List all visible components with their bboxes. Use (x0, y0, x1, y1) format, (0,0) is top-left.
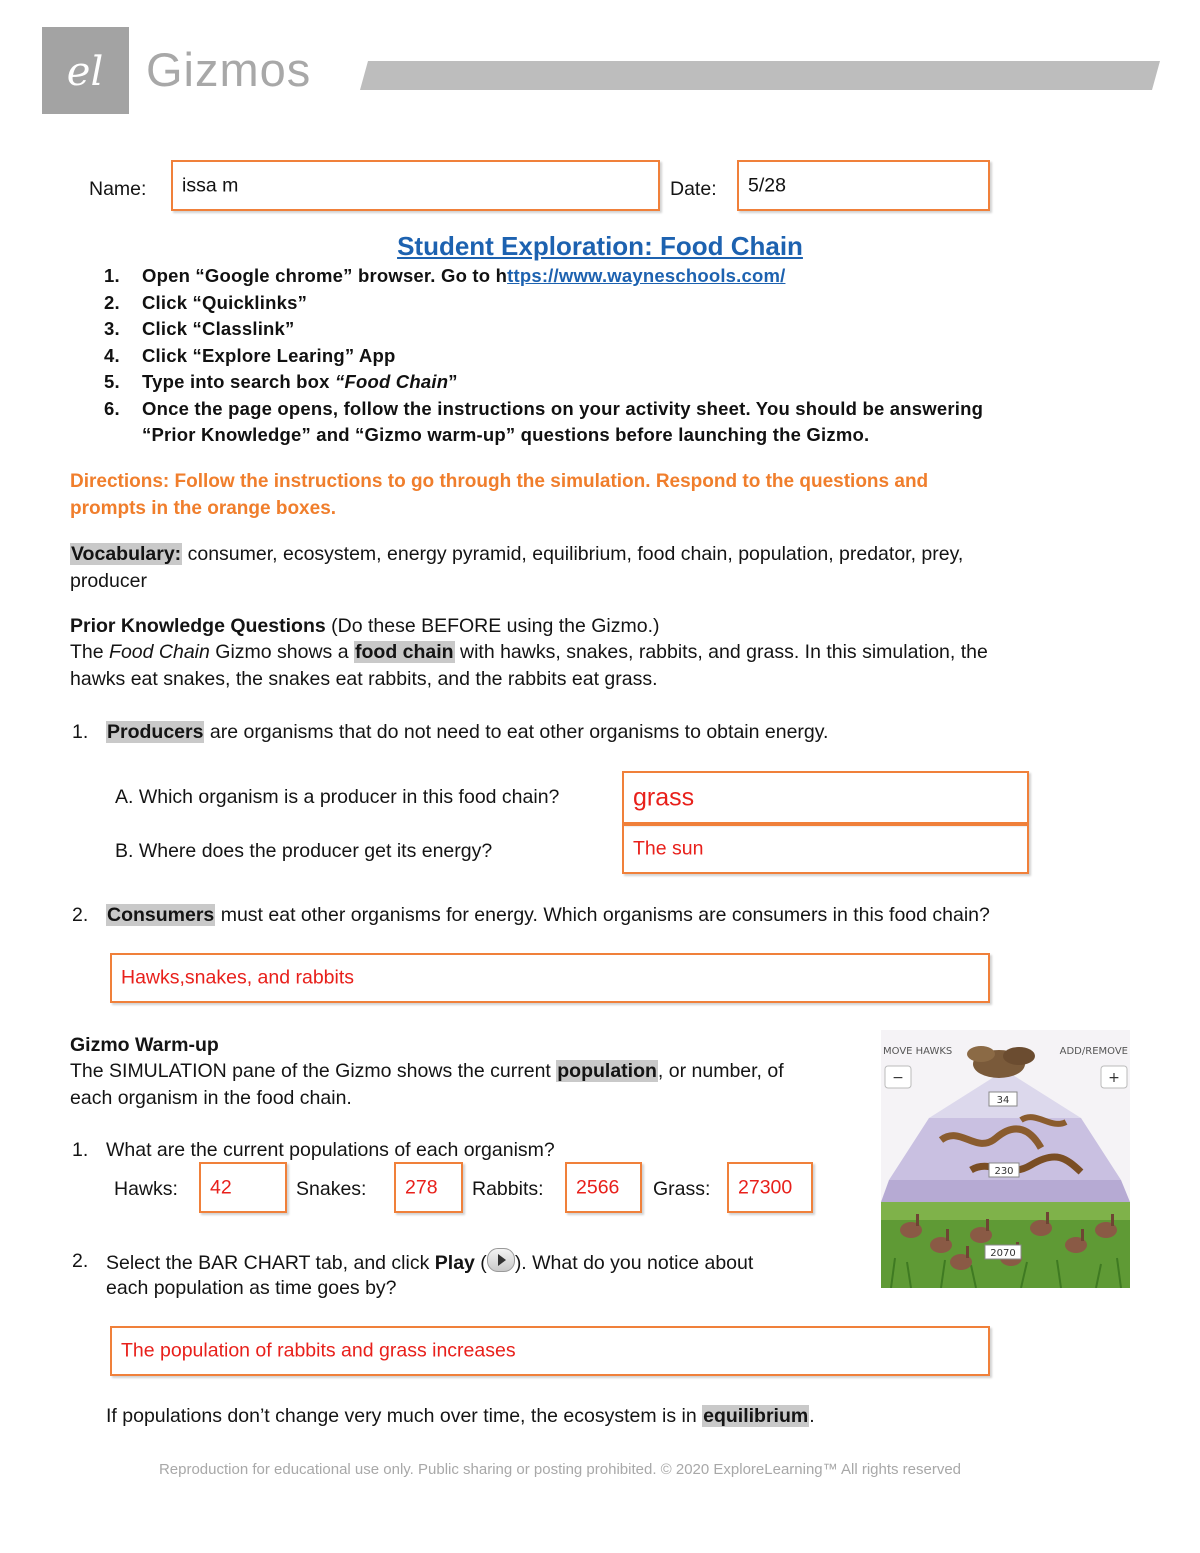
instruction-steps (100, 263, 983, 449)
name-label: Name: (89, 178, 147, 200)
grass-label: Grass: (653, 1178, 711, 1200)
step-3: 3. Click “Classlink” (104, 318, 295, 339)
rabbits-field[interactable] (565, 1162, 642, 1213)
grass-field[interactable] (727, 1162, 813, 1213)
food-chain-term: food chain (355, 641, 454, 663)
population-term: population (557, 1060, 657, 1082)
prior-knowledge-heading: Prior Knowledge Questions (Do these BEFORE using the Gizmo.) (70, 615, 660, 637)
minus-icon: − (892, 1070, 904, 1086)
step-2: 2. Click “Quicklinks” (104, 291, 308, 313)
step-6: 6. Once the page opens, follow the instructions on your activity sheet. You should be answering “Prior Knowledge” and “Gizmo warm-up” questions before launching the Gizmo. (104, 397, 984, 445)
svg-text:el: el (66, 49, 104, 95)
warmup-q1-text: What are the current populations of each organism? (106, 1139, 555, 1161)
play-icon (487, 1248, 515, 1272)
header-bar (360, 61, 1160, 90)
warmup-q1-number: 1. (72, 1139, 89, 1161)
vocabulary-line-1: Vocabulary: consumer, ecosystem, energy pyramid, equilibrium, food chain, population, predator, prey, (71, 543, 964, 565)
warmup-q2-line-1: Select the BAR CHART tab, and click Play ( ). What do you notice about (106, 1248, 753, 1276)
rabbits-label: Rabbits: (472, 1178, 544, 1200)
prior-q2-text: Consumers must eat other organisms for energy. Which organisms are consumers in this food chain? (107, 904, 990, 926)
producer-answer: grass (633, 783, 695, 811)
rabbit-count-label: 2070 (990, 1248, 1016, 1259)
date-field[interactable] (737, 160, 990, 211)
step-4: 4. Click “Explore Learing” App (104, 344, 396, 366)
date-value: 5/28 (748, 174, 786, 196)
consumers-answer-field[interactable] (110, 953, 990, 1003)
warmup-heading: Gizmo Warm-up (70, 1034, 219, 1056)
population-change-answer: The population of rabbits and grass increases (121, 1339, 516, 1362)
rabbits-value: 2566 (576, 1176, 620, 1198)
producer-energy-answer: The sun (633, 837, 704, 860)
equilibrium-term: equilibrium (703, 1405, 809, 1427)
brand-title: Gizmos (146, 43, 312, 96)
consumers-answer: Hawks,snakes, and rabbits (121, 966, 355, 989)
explorelearning-logo (42, 27, 129, 114)
prior-intro-line-2: hawks eat snakes, the snakes eat rabbits, and the rabbits eat grass. (70, 668, 658, 690)
equilibrium-sentence: If populations don’t change very much over time, the ecosystem is in equilibrium. (106, 1405, 815, 1427)
producer-energy-answer-field[interactable] (622, 824, 1029, 874)
step-1: 1. Open “Google chrome” browser. Go to https://www.wayneschools.com/ (104, 265, 786, 286)
hawks-field[interactable] (199, 1162, 287, 1213)
step-5: 5. Type into search box “Food Chain” (104, 371, 458, 392)
directions-line-2: prompts in the orange boxes. (70, 498, 337, 519)
name-field[interactable] (171, 160, 660, 211)
date-label: Date: (670, 178, 717, 200)
add-remove-label: ADD/REMOVE (1059, 1046, 1128, 1057)
hawks-value: 42 (210, 1176, 232, 1198)
prior-q1b-text: B. Where does the producer get its energy? (115, 840, 493, 862)
warmup-intro-line-1: The SIMULATION pane of the Gizmo shows the current population, or number, of (70, 1060, 784, 1082)
prior-q1a-text: A. Which organism is a producer in this food chain? (115, 786, 560, 808)
hawks-label: Hawks: (114, 1178, 178, 1200)
hawk-count-label: 34 (996, 1095, 1010, 1106)
gizmo-simulation-image (881, 1030, 1130, 1288)
snakes-value: 278 (405, 1176, 438, 1198)
grass-value: 27300 (738, 1176, 793, 1198)
vocabulary-label: Vocabulary: (71, 543, 182, 565)
directions-line-1: Directions: Follow the instructions to go through the simulation. Respond to the questions and (70, 471, 929, 492)
prior-q1-text: Producers are organisms that do not need to eat other organisms to obtain energy. (107, 721, 829, 743)
producer-answer-field[interactable] (622, 771, 1029, 824)
warmup-q2-number: 2. (72, 1250, 89, 1272)
copyright-footer: Reproduction for educational use only. Public sharing or posting prohibited. © 2020 ExploreLearning™ All rights reserved (158, 1461, 962, 1478)
warmup-intro-line-2: each organism in the food chain. (70, 1087, 352, 1109)
vocabulary-line-2: producer (70, 570, 147, 592)
warmup-q2-line-2: each population as time goes by? (106, 1277, 397, 1299)
page-title: Student Exploration: Food Chain (397, 231, 803, 261)
snakes-label: Snakes: (296, 1178, 367, 1200)
population-change-answer-field[interactable] (110, 1326, 990, 1376)
prior-q1-number: 1. (72, 721, 89, 743)
move-hawks-label: MOVE HAWKS (883, 1046, 953, 1057)
consumers-term: Consumers (107, 904, 215, 926)
wayneschools-link[interactable]: ttps://www.wayneschools.com/ (507, 265, 786, 286)
snakes-field[interactable] (394, 1162, 463, 1213)
producers-term: Producers (107, 721, 204, 743)
name-value: issa m (182, 174, 239, 196)
snake-count-label: 230 (994, 1166, 1014, 1177)
plus-icon: + (1108, 1070, 1120, 1086)
prior-intro-line-1: The Food Chain Gizmo shows a food chain with hawks, snakes, rabbits, and grass. In this simulation, the (70, 641, 988, 663)
prior-q2-number: 2. (72, 904, 89, 926)
